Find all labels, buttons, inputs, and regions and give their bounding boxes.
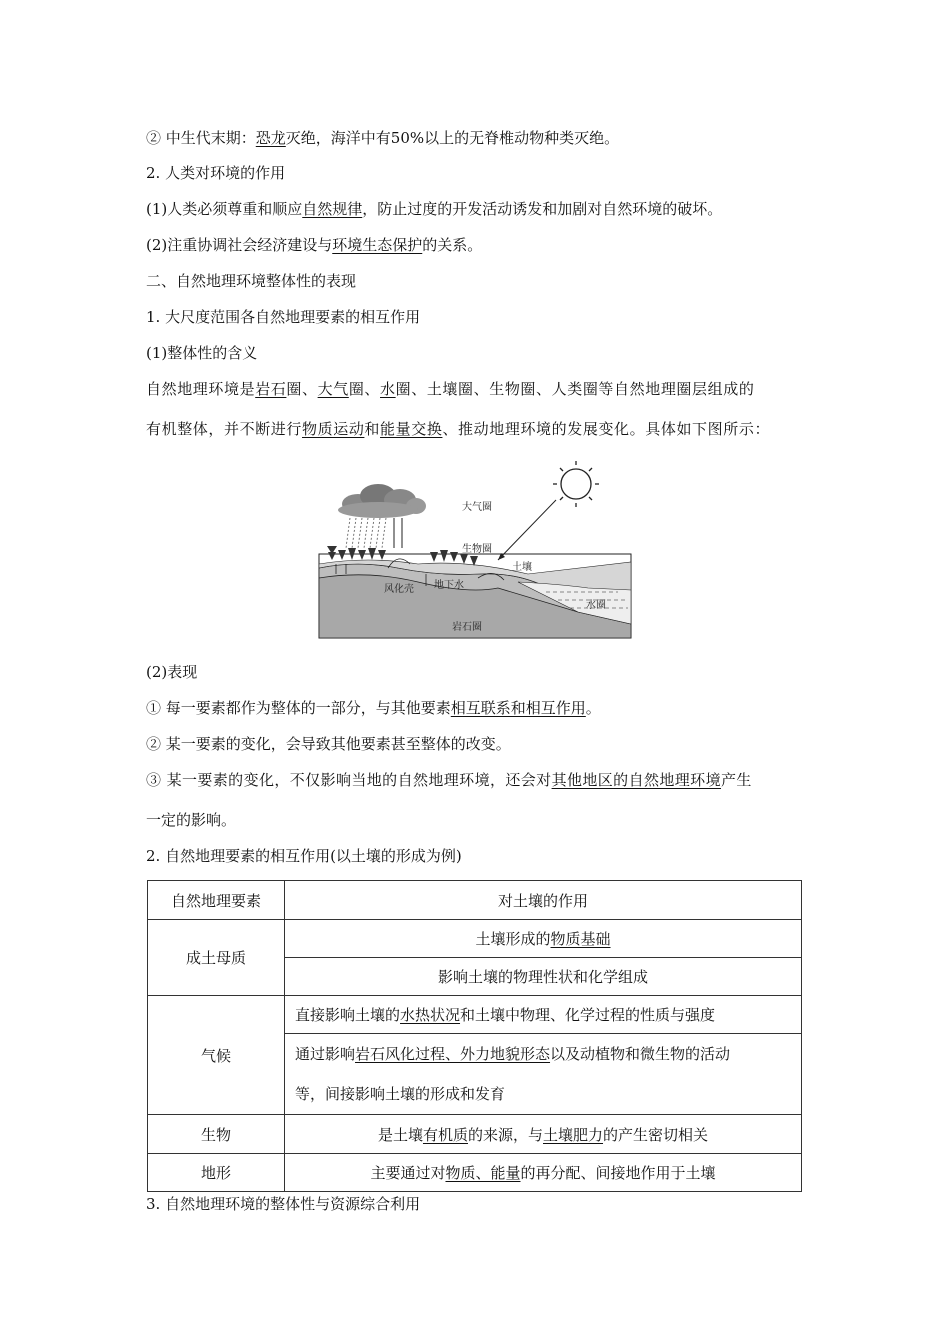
sunlight-arrow: [498, 500, 556, 560]
text-line-spheres: 自然地理环境是岩石圈、大气圈、水圈、土壤圈、生物圈、人类圈等自然地理圈层组成的: [146, 380, 755, 398]
subheading-large-scale: 1. 大尺度范围各自然地理要素的相互作用: [146, 308, 421, 326]
table-cell: 是土壤有机质的来源，与土壤肥力的产生密切相关: [285, 1115, 802, 1154]
table-cell: 直接影响土壤的水热状况和土壤中物理、化学过程的性质与强度: [285, 996, 802, 1034]
text-line-influence: 一定的影响。: [146, 811, 237, 829]
text-line-other-regions: ③ 某一要素的变化，不仅影响当地的自然地理环境，还会对其他地区的自然地理环境产生: [146, 771, 752, 789]
heading-soil-example: 2. 自然地理要素的相互作用(以土壤的形成为例): [146, 847, 462, 865]
section-heading-integrity: 二、自然地理环境整体性的表现: [146, 272, 357, 290]
table-cell-element: 气候: [148, 996, 285, 1115]
text-line-mesozoic: ② 中生代末期：恐龙灭绝，海洋中有50%以上的无脊椎动物种类灭绝。: [146, 129, 620, 147]
table-cell-element: 生物: [148, 1115, 285, 1154]
label-groundwater: 地下水: [434, 580, 464, 591]
label-soil: 土壤: [512, 562, 532, 573]
label-biosphere: 生物圈: [462, 544, 492, 555]
sun-icon: [553, 461, 599, 507]
text-line-coordinate: (2)注重协调社会经济建设与环境生态保护的关系。: [146, 236, 483, 254]
table-row: [148, 996, 802, 1034]
heading-human-impact: 2. 人类对环境的作用: [146, 164, 286, 182]
table-cell: 主要通过对物质、能量的再分配、间接地作用于土壤: [285, 1154, 802, 1192]
table-cell-element: 地形: [148, 1154, 285, 1192]
table-row: [148, 1115, 802, 1154]
subheading-manifestation: (2)表现: [146, 663, 198, 681]
subheading-meaning: (1)整体性的含义: [146, 344, 258, 362]
text-line-organic-whole: 有机整体，并不断进行物质运动和能量交换、推动地理环境的发展变化。具体如下图所示：: [146, 420, 771, 438]
text-line-respect-nature: (1)人类必须尊重和顺应自然规律，防止过度的开发活动诱发和加剧对自然环境的破坏。: [146, 200, 723, 218]
underlined-term: 环境生态保护: [332, 236, 423, 254]
table-cell: 通过影响岩石风化过程、外力地貌形态以及动植物和微生物的活动 等，间接影响土壤的形成和发育: [285, 1034, 802, 1115]
earth-spheres-diagram: [318, 456, 636, 640]
label-hydrosphere: 水圈: [586, 600, 606, 611]
label-atmosphere: 大气圈: [462, 502, 492, 513]
text-line-change: ② 某一要素的变化，会导致其他要素甚至整体的改变。: [146, 735, 511, 753]
text-line-interaction: ① 每一要素都作为整体的一部分，与其他要素相互联系和相互作用。: [146, 699, 601, 717]
table-header-cell: 对土壤的作用: [285, 881, 802, 920]
table-header-cell: 自然地理要素: [148, 881, 285, 920]
rain-icon: [346, 518, 386, 548]
table-row: [148, 1154, 802, 1192]
table-header-row: [148, 881, 802, 920]
underlined-term: 恐龙: [255, 129, 286, 147]
underlined-term: 自然规律: [302, 200, 363, 218]
label-lithosphere: 岩石圈: [452, 622, 482, 633]
soil-formation-table: [147, 880, 802, 1192]
table-cell: 土壤形成的物质基础: [285, 920, 802, 958]
table-cell-element: 成土母质: [148, 920, 285, 996]
table-cell: 影响土壤的物理性状和化学组成: [285, 958, 802, 996]
cloud-icon: [338, 484, 426, 518]
table-row: [148, 920, 802, 958]
heading-resource-use: 3. 自然地理环境的整体性与资源综合利用: [146, 1195, 421, 1213]
label-weathering-crust: 风化壳: [384, 584, 414, 595]
